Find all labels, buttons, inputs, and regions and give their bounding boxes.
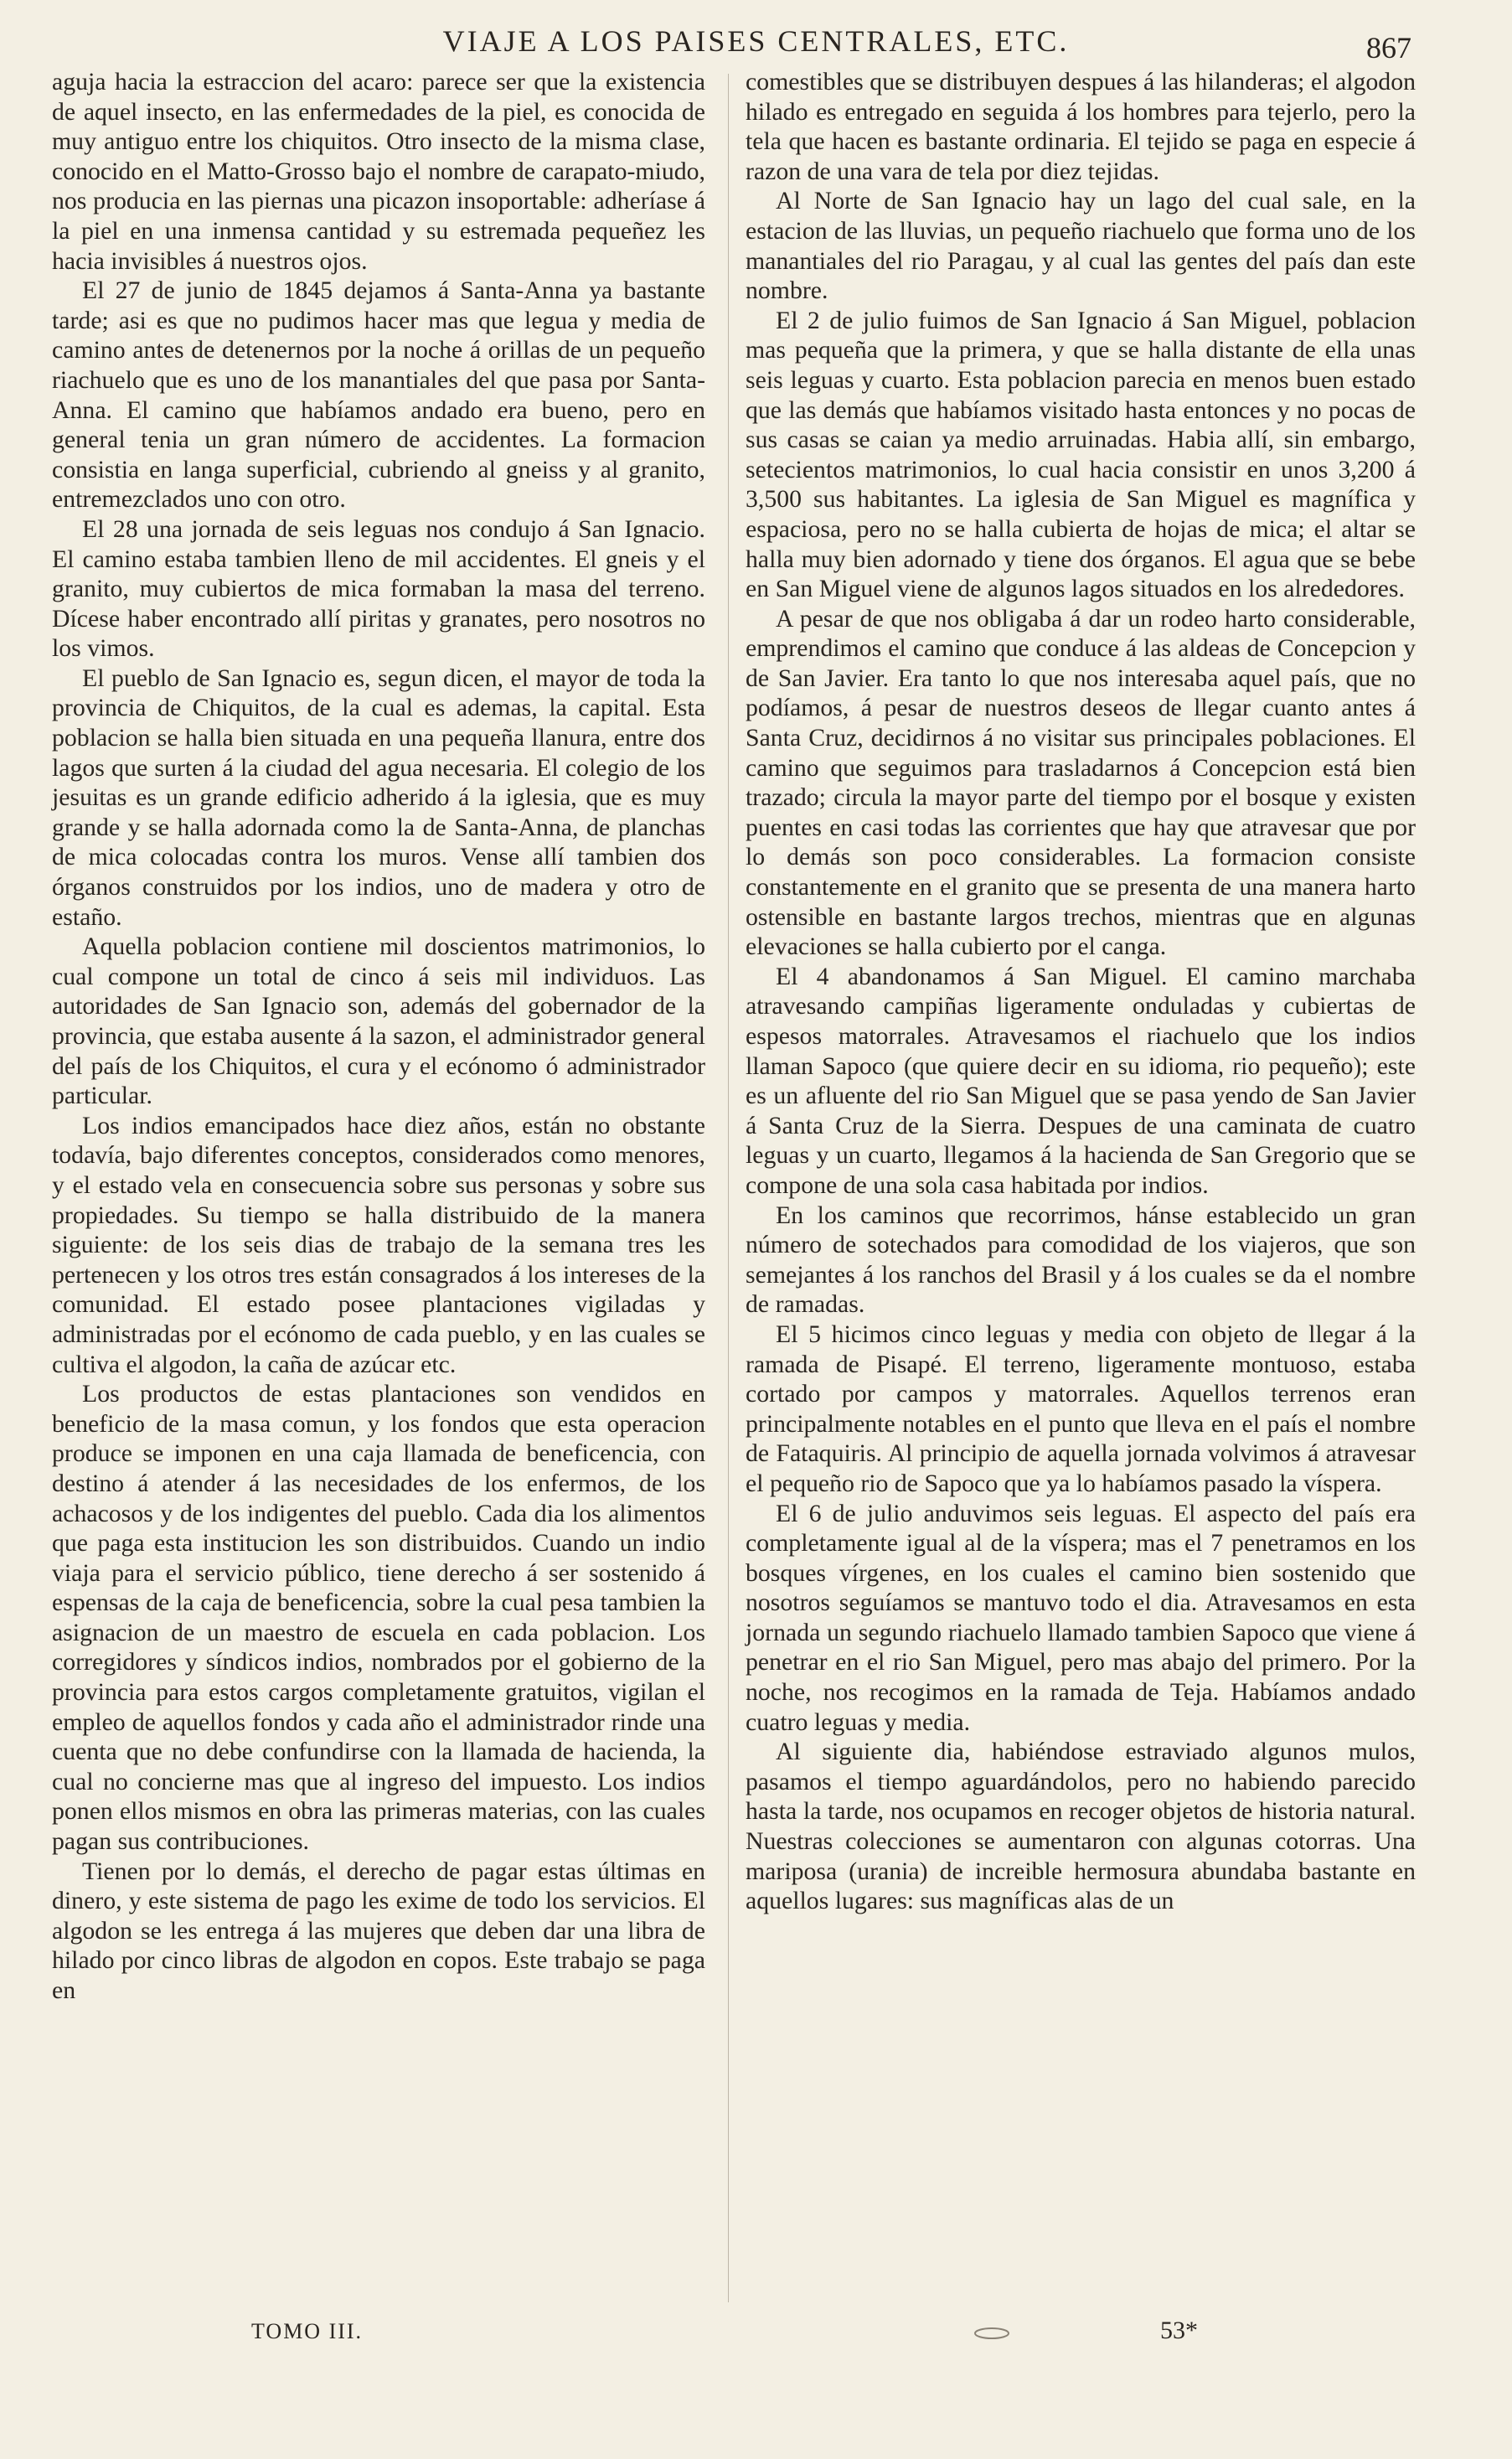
paragraph: Tienen por lo demás, el derecho de pagar estas últimas en dinero, y este sistema de pago les exime de todo los servicios. El algodon se les entrega á las mujeres que deben dar una libra de hilado por cinco libras de algodon en copos. Este trabajo se paga en (52, 1857, 705, 2004)
paragraph: Al siguiente dia, habiéndose estraviado algunos mulos, pasamos el tiempo aguardándolos, pero no habiendo parecido hasta la tarde, nos ocupamos en recoger objetos de historia natural. Nuestras colecciones se aumentaron con algunas cotorras. Una mariposa (urania) de increible hermosura abundaba bastante en aquellos lugares: sus magníficas alas de un (746, 1738, 1416, 1915)
paragraph: El pueblo de San Ignacio es, segun dicen, el mayor de toda la provincia de Chiquitos, de la cual es ademas, la capital. Esta poblacion se halla bien situada en una pequeña llanura, entre dos lagos que surten á la ciudad del agua necesaria. El colegio de los jesuitas es un grande edificio adherido á la iglesia, que es muy grande y se halla adornada como la de Santa-Anna, de planchas de mica colocadas contra los muros. Vense allí tambien dos órganos construidos por los indios, uno de madera y otro de estaño. (52, 664, 705, 931)
left-column (52, 67, 705, 2006)
paragraph: En los caminos que recorrimos, hánse establecido un gran número de sotechados para comodidad de los viajeros, que son semejantes á los ranchos del Brasil y á los cuales se da el nombre de ramadas. (746, 1201, 1416, 1319)
paragraph: Aquella poblacion contiene mil doscientos matrimonios, lo cual compone un total de cinco á seis mil individuos. Las autoridades de San Ignacio son, además del gobernador de la provincia, que estaba ausente á la sazon, el administrador general del país de los Chiquitos, el cura y el ecónomo ó administrador particular. (52, 932, 705, 1110)
page-header (0, 23, 1512, 70)
paragraph: Al Norte de San Ignacio hay un lago del cual sale, en la estacion de las lluvias, un pequeño riachuelo que forma uno de los manantiales del rio Paragau, y al cual las gentes del país dan este nombre. (746, 187, 1416, 305)
paragraph: El 6 de julio anduvimos seis leguas. El aspecto del país era completamente igual al de la víspera; mas el 7 penetramos en los bosques vírgenes, en los cuales el camino bien sostenido que nosotros seguíamos se mantuvo todo el dia. Atravesamos en esta jornada un segundo riachuelo llamado tambien Sapoco que viene á penetrar en el rio San Miguel, pero mas abajo del primero. Por la noche, nos recogimos en la ramada de Teja. Habíamos andado cuatro leguas y media. (746, 1499, 1416, 1736)
paragraph: El 4 abandonamos á San Miguel. El camino marchaba atravesando campiñas ligeramente onduladas y cubiertas de espesos matorrales. Atravesamos el riachuelo que los indios llaman Sapoco (que quiere decir en su idioma, rio pequeño); este es un afluente del rio San Miguel que se pasa yendo de San Javier á Santa Cruz de la Sierra. Despues de una caminata de cuatro leguas y un cuarto, llegamos á la hacienda de San Gregorio que se compone de una sola casa habitada por indios. (746, 962, 1416, 1199)
paragraph: A pesar de que nos obligaba á dar un rodeo harto considerable, emprendimos el camino que conduce á las aldeas de Concepcion y de San Javier. Era tanto lo que nos interesaba aquel país, que no podíamos, á pesar de nuestros deseos de llegar cuanto antes á Santa Cruz, decidirnos á no visitar sus principales poblaciones. El camino que seguimos para trasladarnos á Concepcion está bien trazado; circula la mayor parte del tiempo por el bosque y existen puentes en casi todas las corrientes que hay que atravesar que por lo demás son poco considerables. La formacion consiste constantemente en el granito que se presenta de una manera harto ostensible en bastante largos trechos, mientras que en algunas elevaciones se halla cubierto por el canga. (746, 604, 1416, 961)
paragraph: El 5 hicimos cinco leguas y media con objeto de llegar á la ramada de Pisapé. El terreno, ligeramente montuoso, estaba cortado por campos y matorrales. Aquellos terrenos eran principalmente notables en el punto que lleva en el país el nombre de Fataquiris. Al principio de aquella jornada volvimos á atravesar el pequeño rio de Sapoco que ya lo habíamos pasado la víspera. (746, 1320, 1416, 1497)
paragraph: El 28 una jornada de seis leguas nos condujo á San Ignacio. El camino estaba tambien lleno de mil accidentes. El gneis y el granito, muy cubiertos de mica formaban la masa del terreno. Dícese haber encontrado allí piritas y granates, pero nosotros no los vimos. (52, 514, 705, 663)
column-divider (728, 74, 729, 2302)
paragraph: comestibles que se distribuyen despues á las hilanderas; el algodon hilado es entregado en seguida á los hombres para tejerlo, pero la tela que hacen es bastante ordinaria. El tejido se paga en especie á razon de una vara de tela por diez tejidas. (746, 68, 1416, 185)
paragraph: aguja hacia la estraccion del acaro: parece ser que la existencia de aquel insecto, en las enfermedades de la piel, es conocida de muy antiguo entre los chiquitos. Otro insecto de la misma clase, conocido en el Matto-Grosso bajo el nombre de carapato-miudo, nos producia en las piernas una picazon insoportable: adheríase á la piel en una inmensa cantidad y su estremada pequeñez les hacia invisibles á nuestros ojos. (52, 68, 705, 275)
volume-signature: TOMO III. (251, 2319, 364, 2343)
ink-smudge (972, 2325, 1012, 2342)
paragraph: El 2 de julio fuimos de San Ignacio á San Miguel, poblacion mas pequeña que la primera, y que se halla distante de ella unas seis leguas y cuarto. Esta poblacion parecia en menos buen estado que las demás que habíamos visitado hasta entonces y no pocas de sus casas se caian ya medio arruinadas. Habia allí, sin embargo, setecientos matrimonios, lo cual hacia consistir en unos 3,200 á 3,500 sus habitantes. La iglesia de San Miguel es magnífica y espaciosa, pero no se halla cubierta de hojas de mica; el altar se halla muy bien adornado y tiene dos órganos. El agua que se bebe en San Miguel viene de algunos lagos situados en los alrededores. (746, 306, 1416, 603)
paragraph: Los productos de estas plantaciones son vendidos en beneficio de la masa comun, y los fondos que esta operacion produce se imponen en una caja llamada de beneficencia, con destino á atender á las necesidades de los enfermos, de los achacosos y de los indigentes del pueblo. Cada dia los alimentos que paga esta institucion les son distribuidos. Cuando un indio viaja para el servicio público, tiene derecho á ser sostenido á espensas de la caja de beneficencia, sobre la cual pesa tambien la asignacion de un maestro de escuela en cada poblacion. Los corregidores y síndicos indios, nombrados por el gobierno de la provincia para estos cargos completamente gratuitos, vigilan el empleo de aquellos fondos y cada año el administrador rinde una cuenta que no debe confundirse con la llamada de hacienda, la cual no concierne mas que al ingreso del impuesto. Los indios ponen ellos mismos en obra las primeras materias, con las cuales pagan sus contribuciones. (52, 1380, 705, 1856)
paragraph: El 27 de junio de 1845 dejamos á Santa-Anna ya bastante tarde; asi es que no pudimos hacer mas que legua y media de camino antes de detenernos por la noche á orillas de un pequeño riachuelo que es uno de los manantiales del que pasa por Santa-Anna. El camino que habíamos andado era bueno, pero en general tenia un gran número de accidentes. La formacion consistia en langa superficial, cubriendo al gneiss y al granito, entremezclados uno con otro. (52, 276, 705, 514)
paragraph: Los indios emancipados hace diez años, están no obstante todavía, bajo diferentes conceptos, considerados como menores, y el estado vela en consecuencia sobre sus personas y sobre sus propiedades. Su tiempo se halla distribuido de la manera siguiente: de los seis dias de trabajo de la semana tres les pertenecen y los otros tres están consagrados á los intereses de la comunidad. El estado posee plantaciones vigiladas y administradas por el ecónomo de cada pueblo, y en las cuales se cultiva el algodon, la caña de azúcar etc. (52, 1111, 705, 1378)
right-column (746, 67, 1416, 1916)
running-title: VIAJE A LOS PAISES CENTRALES, ETC. (442, 24, 1070, 58)
page-number: 867 (1366, 31, 1411, 65)
signature-mark: 53* (1160, 2317, 1198, 2344)
